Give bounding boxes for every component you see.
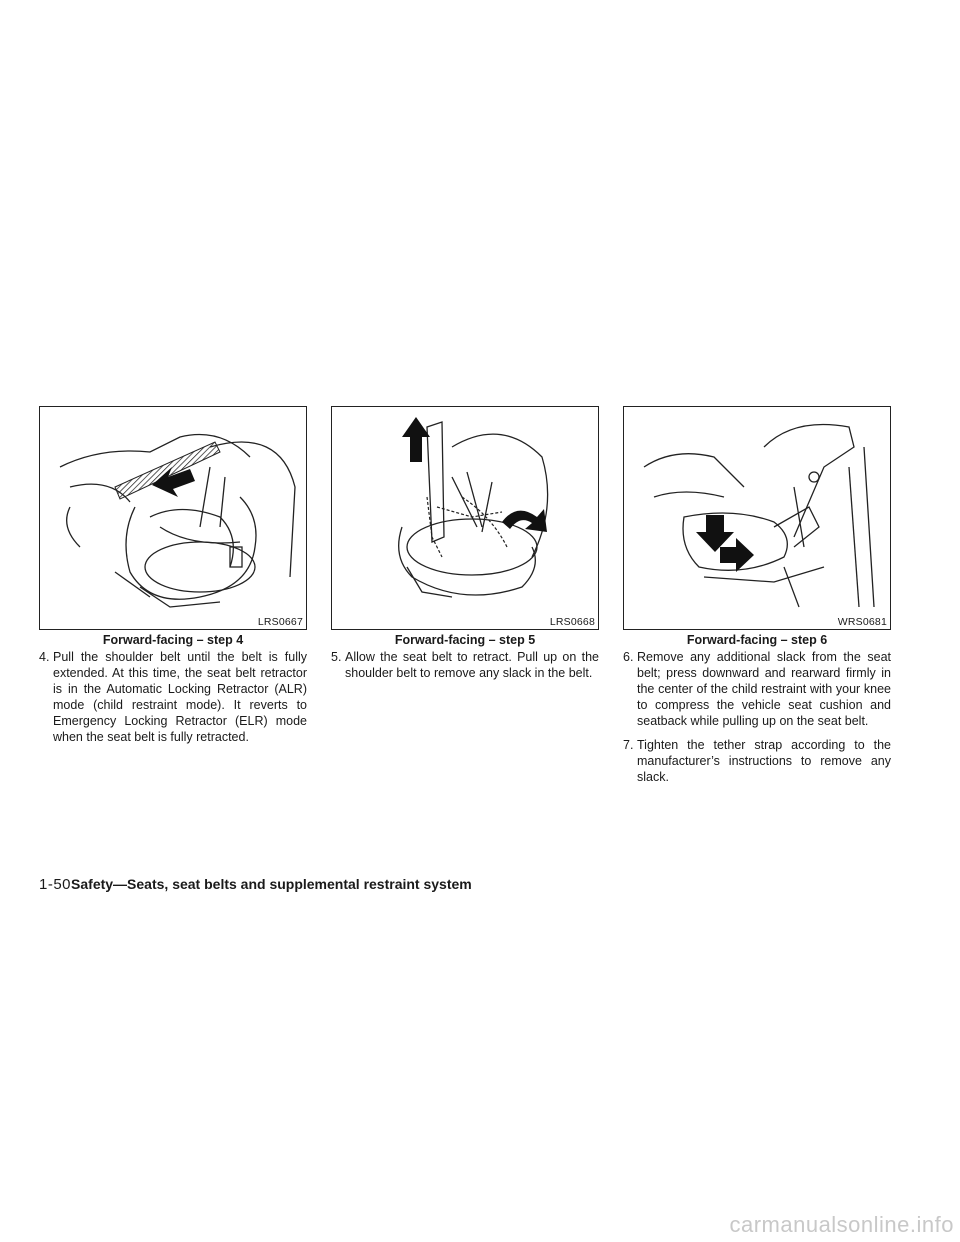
column-step-6 (623, 406, 891, 793)
step-text: Tighten the tether strap according to the manufacturer’s instructions to remove any slack. (637, 738, 891, 784)
watermark: carmanualsonline.info (729, 1212, 954, 1237)
step-text: Allow the seat belt to retract. Pull up on the shoulder belt to remove any slack in the belt. (345, 650, 599, 680)
figure-caption: Forward-facing – step 4 (102, 633, 244, 647)
figure-code: LRS0668 (549, 616, 595, 628)
figure-step-6 (623, 406, 891, 630)
child-seat-illustration (624, 407, 890, 629)
figure-caption: Forward-facing – step 6 (686, 633, 828, 647)
page-number: 1-50 (39, 876, 72, 893)
page-footer (39, 876, 472, 893)
step-number: 6. (623, 650, 634, 664)
figure-caption: Forward-facing – step 5 (394, 633, 536, 647)
child-seat-illustration (332, 407, 598, 629)
arrow-right-icon (720, 538, 754, 572)
step-number: 5. (331, 650, 342, 664)
step-text: Remove any additional slack from the seat belt; press downward and rearward firmly in the center of the child restraint with your knee to compress the vehicle seat cushion and seatback while pulling up on the seat belt. (637, 650, 891, 728)
figure-code: WRS0681 (837, 616, 887, 628)
column-step-5 (331, 406, 599, 689)
child-seat-illustration (40, 407, 306, 629)
step-number: 4. (39, 650, 50, 664)
arrow-up-icon (402, 417, 430, 462)
step-7 (623, 737, 891, 785)
figure-step-4 (39, 406, 307, 630)
arrow-curved-icon (502, 509, 547, 532)
step-4 (39, 649, 307, 745)
figure-step-5 (331, 406, 599, 630)
column-step-4 (39, 406, 307, 753)
step-5 (331, 649, 599, 681)
step-6 (623, 649, 891, 729)
figure-code: LRS0667 (257, 616, 303, 628)
step-text: Pull the shoulder belt until the belt is fully extended. At this time, the seat belt retractor is in the Automatic Locking Retractor (ALR) mode (child restraint mode). It reverts to Emergency Locking Retractor (ELR) mode when the seat belt is fully retracted. (53, 650, 307, 744)
step-number: 7. (623, 738, 634, 752)
arrow-down-icon (696, 515, 734, 552)
section-title: Safety—Seats, seat belts and supplemental restraint system (71, 876, 472, 892)
